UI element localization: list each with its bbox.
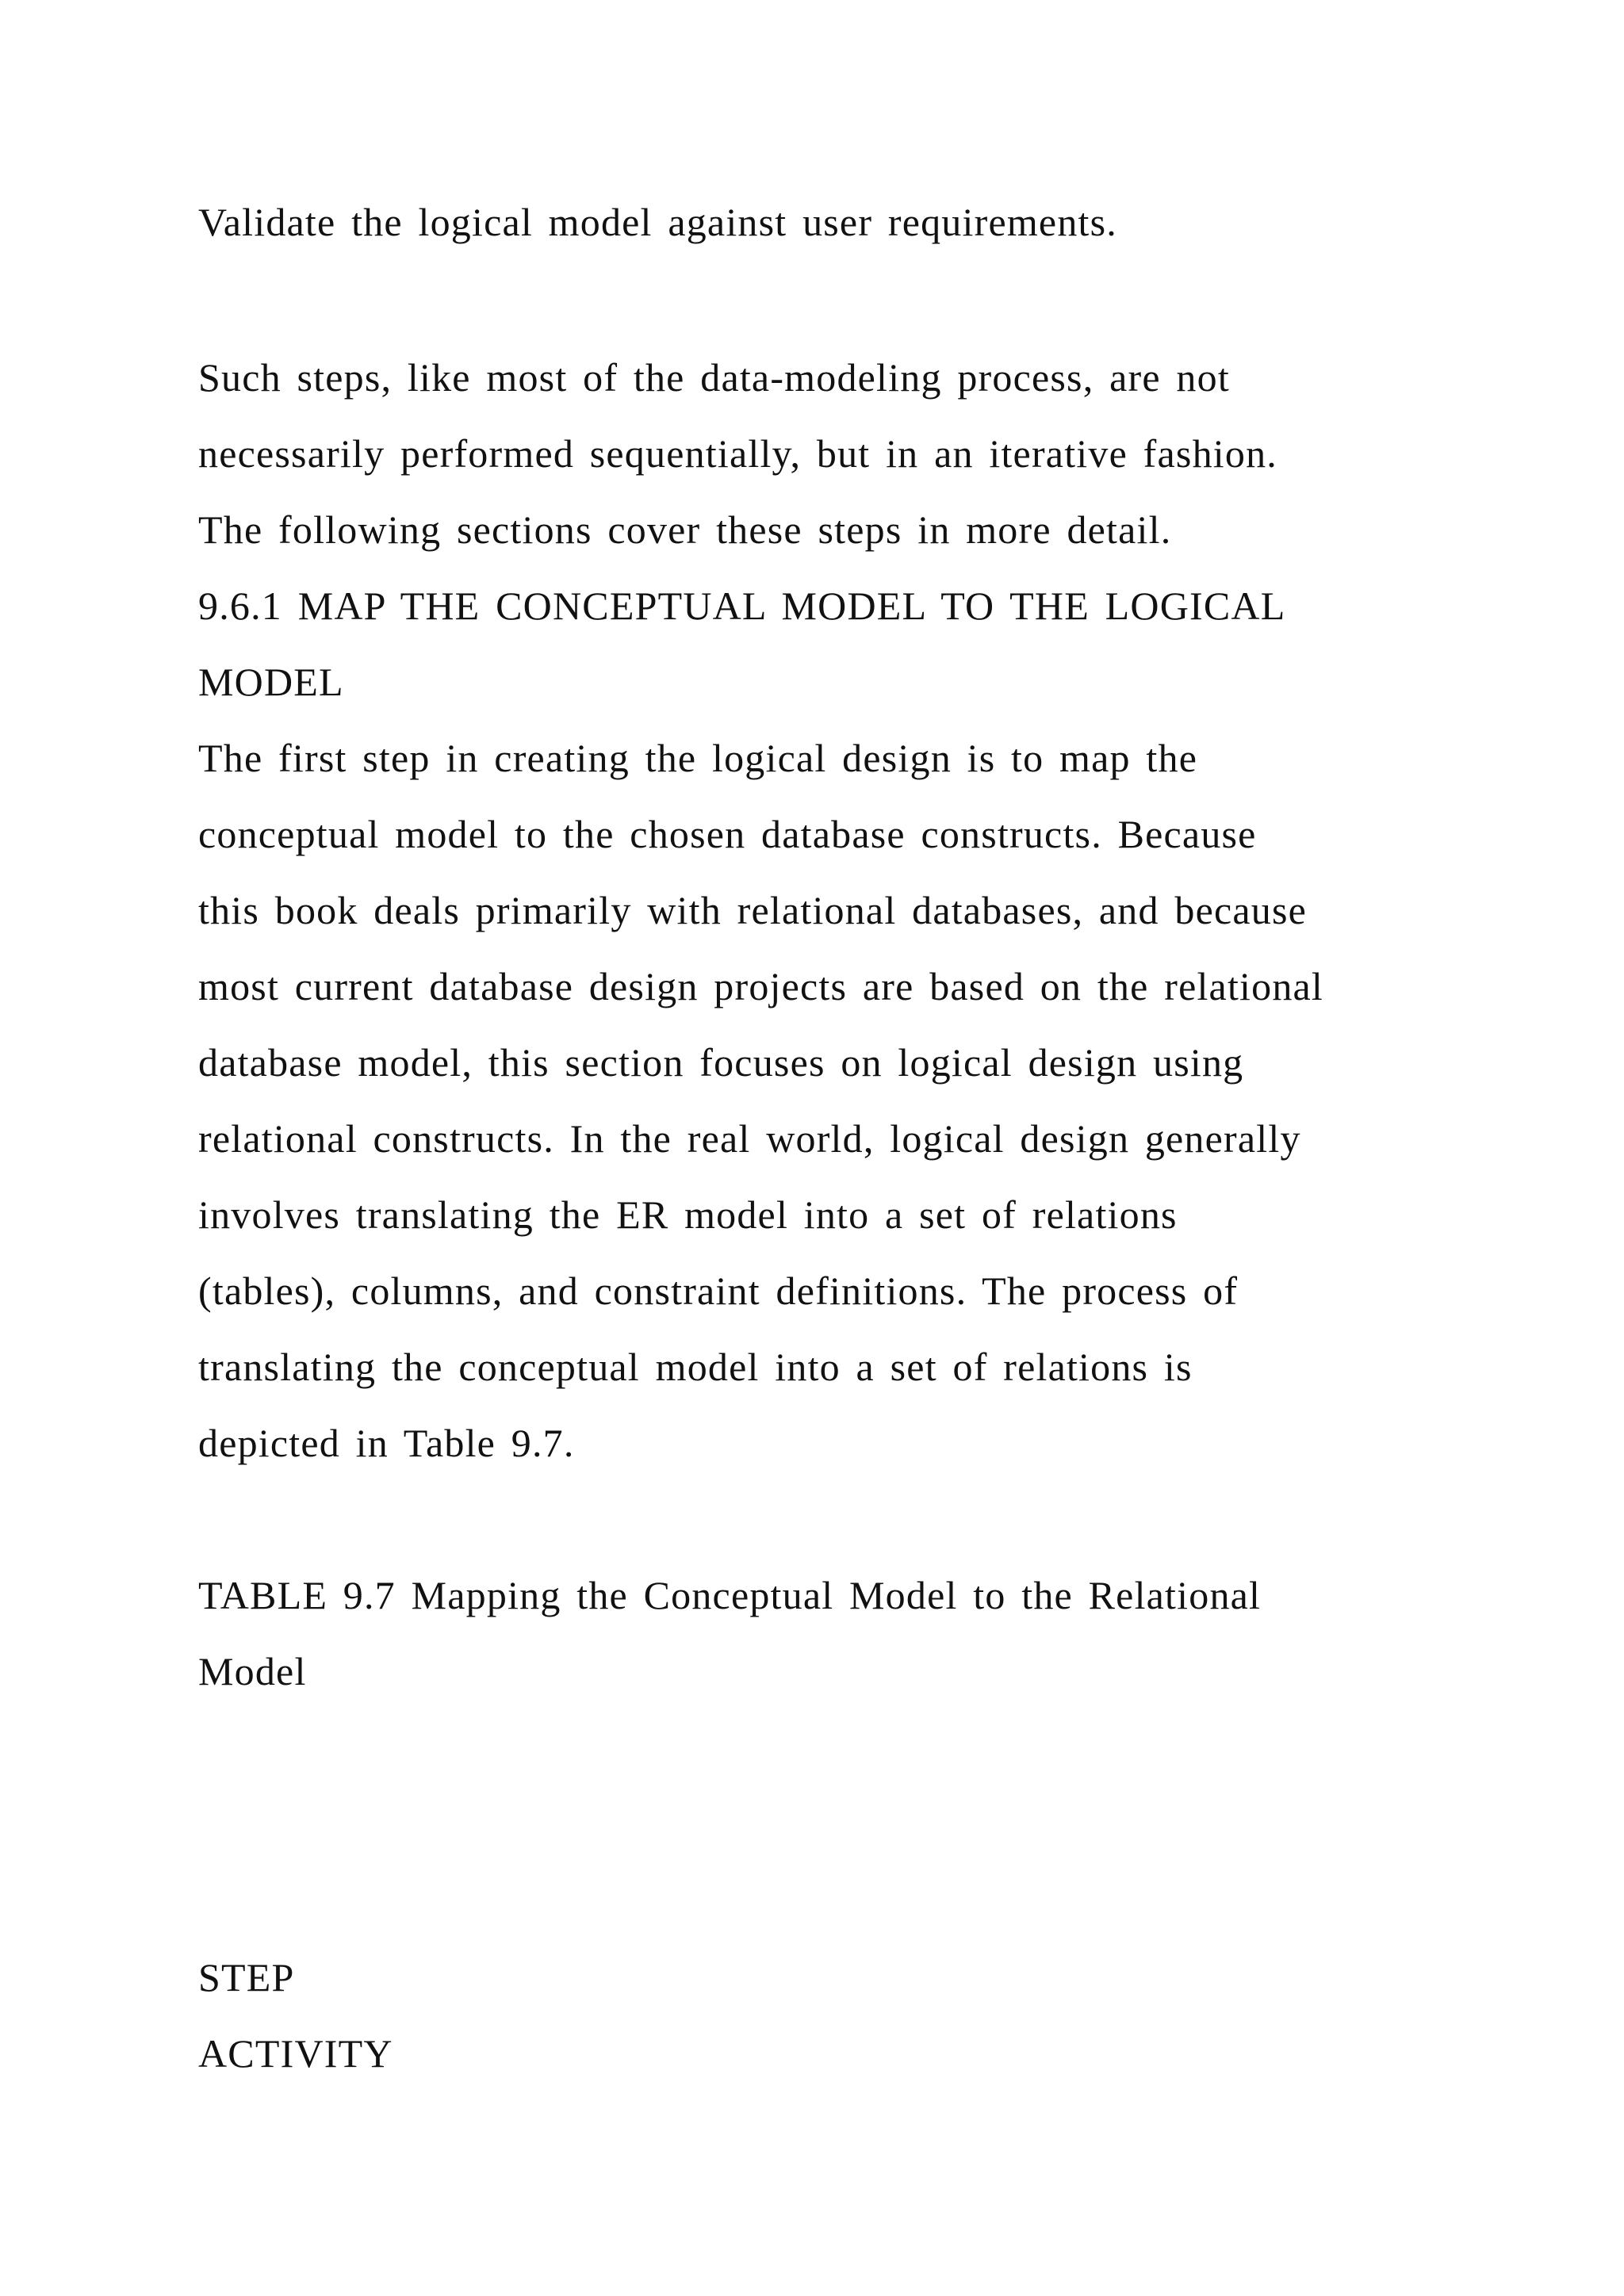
section-heading-line-1: 9.6.1 MAP THE CONCEPTUAL MODEL TO THE LOGICAL (198, 584, 1286, 628)
body-line-6: relational constructs. In the real world, logical design generally (198, 1116, 1301, 1161)
intro-line-2: necessarily performed sequentially, but in an iterative fashion. (198, 431, 1277, 476)
intro-line-3: The following sections cover these steps in more detail. (198, 507, 1172, 552)
body-line-10: depicted in Table 9.7. (198, 1421, 575, 1465)
section-heading-line-2: MODEL (198, 660, 344, 704)
body-line-5: database model, this section focuses on logical design using (198, 1040, 1244, 1085)
body-line-4: most current database design projects are based on the relational (198, 964, 1324, 1008)
table-caption-line-1: TABLE 9.7 Mapping the Conceptual Model to the Relational (198, 1573, 1262, 1617)
table-header-activity: ACTIVITY (198, 2031, 393, 2076)
body-line-2: conceptual model to the chosen database constructs. Because (198, 812, 1257, 856)
body-line-7: involves translating the ER model into a set of relations (198, 1192, 1178, 1237)
table-caption-line-2: Model (198, 1649, 307, 1693)
body-line-9: translating the conceptual model into a set of relations is (198, 1345, 1193, 1389)
body-line-3: this book deals primarily with relational databases, and because (198, 888, 1308, 932)
body-line-1: The first step in creating the logical design is to map the (198, 736, 1198, 780)
validate-line: Validate the logical model against user requirements. (198, 200, 1117, 244)
intro-line-1: Such steps, like most of the data-modeling process, are not (198, 355, 1230, 400)
table-header-step: STEP (198, 1955, 295, 1999)
body-line-8: (tables), columns, and constraint definitions. The process of (198, 1269, 1239, 1313)
